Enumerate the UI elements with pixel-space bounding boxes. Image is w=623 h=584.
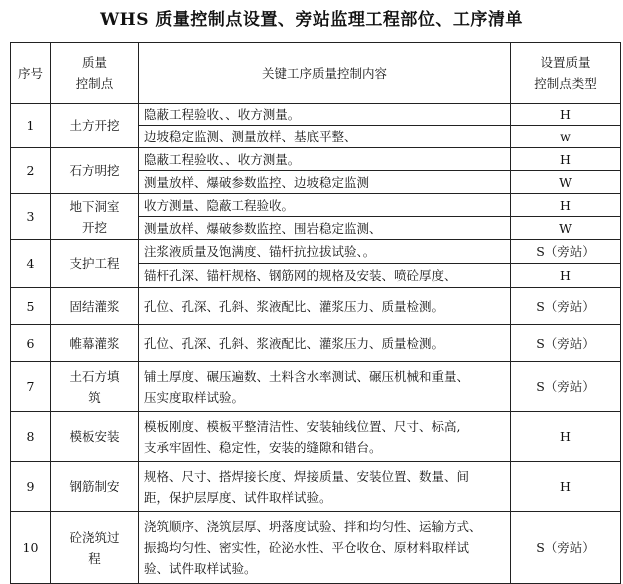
row-content-line2: 支承牢固性、稳定性，安装的缝隙和错台。: [144, 439, 382, 455]
row-content-line1: 规格、尺寸、搭焊接长度、焊接质量、安装位置、数量、间: [144, 468, 470, 484]
row-content-line2: 振捣均匀性、密实性，砼泌水性、平仓收仓、原材料取样试: [144, 540, 470, 555]
row-point-line2: 开挖: [81, 219, 107, 235]
table-row: [11, 104, 621, 126]
table-row: [11, 412, 621, 462]
row-point: [51, 194, 139, 240]
row-no: 3: [11, 194, 51, 240]
header-point-line1: 质量: [81, 55, 107, 70]
table-row: [11, 325, 621, 362]
row-type: H: [511, 104, 621, 126]
row-content: [139, 362, 511, 412]
row-point: 石方明挖: [51, 148, 139, 194]
row-type: H: [511, 194, 621, 217]
table-row: [11, 288, 621, 325]
row-no: 2: [11, 148, 51, 194]
row-no: 7: [11, 362, 51, 412]
table-row: [11, 512, 621, 584]
table-row: [11, 462, 621, 512]
row-point-line2: 筑: [88, 389, 101, 405]
row-no: 9: [11, 462, 51, 512]
header-type-line2: 控制点类型: [534, 76, 597, 91]
row-content-line2: 压实度取样试验。: [144, 389, 245, 405]
header-control-point: [51, 43, 139, 104]
row-type: S（旁站）: [511, 288, 621, 325]
row-no: 5: [11, 288, 51, 325]
row-type: S（旁站）: [511, 362, 621, 412]
row-type: H: [511, 462, 621, 512]
row-content-line3: 验、试件取样试验。: [144, 561, 257, 576]
header-point-line2: 控制点: [75, 76, 114, 91]
row-content-line1: 浇筑顺序、浇筑层厚、坍落度试验、拌和均匀性、运输方式、: [144, 519, 482, 534]
row-no: 1: [11, 104, 51, 148]
row-type: W: [511, 217, 621, 240]
row-point: 支护工程: [51, 240, 139, 288]
header-content: 关键工序质量控制内容: [139, 43, 511, 104]
row-point: 固结灌浆: [51, 288, 139, 325]
table-row: [11, 194, 621, 217]
row-point: [51, 512, 139, 584]
row-point-line2: 程: [88, 550, 101, 566]
row-content: 测量放样、爆破参数监控、边坡稳定监测: [139, 171, 511, 194]
row-no: 8: [11, 412, 51, 462]
row-content: 测量放样、爆破参数监控、围岩稳定监测、: [139, 217, 511, 240]
row-point: 帷幕灌浆: [51, 325, 139, 362]
row-no: 10: [11, 512, 51, 584]
row-content: 孔位、孔深、孔斜、浆液配比、灌浆压力、质量检测。: [139, 325, 511, 362]
row-no: 6: [11, 325, 51, 362]
header-no: 序号: [11, 43, 51, 104]
quality-control-table: [10, 42, 621, 584]
row-content-line1: 铺土厚度、碾压遍数、土料含水率测试、碾压机械和重量、: [144, 368, 470, 384]
row-content: 锚杆孔深、锚杆规格、钢筋网的规格及安装、喷砼厚度、: [139, 264, 511, 288]
row-content-line1: 模板刚度、模板平整清洁性、安装轴线位置、尺寸、标高,: [144, 418, 461, 434]
row-content: [139, 512, 511, 584]
row-type: H: [511, 148, 621, 171]
row-content-line2: 距，保护层厚度、试件取样试验。: [144, 489, 332, 505]
row-type: H: [511, 264, 621, 288]
row-content: 孔位、孔深、孔斜、浆液配比、灌浆压力、质量检测。: [139, 288, 511, 325]
row-content: 注浆液质量及饱满度、锚杆抗拉拔试验、。: [139, 240, 511, 264]
row-type: S（旁站）: [511, 325, 621, 362]
row-point: 模板安装: [51, 412, 139, 462]
table-row: [11, 362, 621, 412]
header-type: [511, 43, 621, 104]
table-header-row: [11, 43, 621, 104]
row-point-line1: 地下洞室: [69, 198, 120, 214]
row-content: 边坡稳定监测、测量放样、基底平整、: [139, 126, 511, 148]
table-row: [11, 148, 621, 171]
row-type: w: [511, 126, 621, 148]
row-point-line1: 土石方填: [69, 368, 120, 384]
table-row: [11, 240, 621, 264]
row-point-line1: 砼浇筑过: [69, 529, 120, 545]
row-content: 隐蔽工程验收、、收方测量。: [139, 104, 511, 126]
row-point: 土方开挖: [51, 104, 139, 148]
row-type: S（旁站）: [511, 240, 621, 264]
row-no: 4: [11, 240, 51, 288]
row-type: H: [511, 412, 621, 462]
row-content: 收方测量、隐蔽工程验收。: [139, 194, 511, 217]
document-title: WHS 质量控制点设置、旁站监理工程部位、工序清单: [100, 10, 523, 30]
row-type: S（旁站）: [511, 512, 621, 584]
row-content: 隐蔽工程验收、、收方测量。: [139, 148, 511, 171]
row-type: W: [511, 171, 621, 194]
row-content: [139, 412, 511, 462]
header-type-line1: 设置质量: [540, 55, 591, 70]
row-point: 钢筋制安: [51, 462, 139, 512]
row-point: [51, 362, 139, 412]
row-content: [139, 462, 511, 512]
